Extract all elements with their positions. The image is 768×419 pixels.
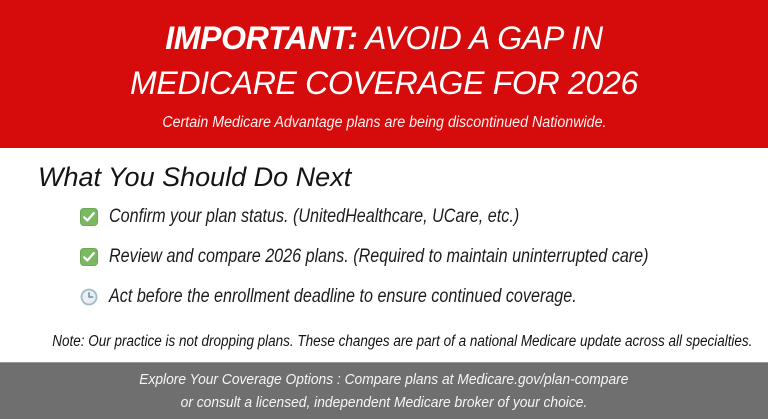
- section-heading: What You Should Do Next: [38, 162, 352, 192]
- banner-title-emphasis: IMPORTANT:: [165, 20, 358, 56]
- list-item-text: Confirm your plan status. (UnitedHealthcare, UCare, etc.): [109, 206, 520, 227]
- action-section: [0, 148, 768, 362]
- alert-banner: [0, 0, 768, 148]
- action-checklist: [0, 205, 768, 309]
- banner-title-line2: MEDICARE COVERAGE FOR 2026: [130, 65, 638, 101]
- list-item-text: Act before the enrollment deadline to ensure continued coverage.: [109, 286, 577, 307]
- list-item: [80, 285, 768, 309]
- practice-note: Note: Our practice is not dropping plans. These changes are part of a national Medicare update across all specialties.: [52, 333, 753, 350]
- footer-line1: Explore Your Coverage Options : Compare plans at Medicare.gov/plan-compare: [139, 371, 629, 388]
- footer-line2: or consult a licensed, independent Medicare broker of your choice.: [180, 394, 588, 411]
- banner-title-rest: AVOID A GAP IN: [365, 20, 603, 56]
- check-icon: [80, 208, 98, 226]
- coverage-options-footer: [0, 362, 768, 419]
- list-item: [80, 205, 768, 229]
- clock-icon: [80, 288, 98, 306]
- banner-title-line1: [0, 16, 768, 61]
- list-item: [80, 245, 768, 269]
- banner-subtitle: Certain Medicare Advantage plans are being discontinued Nationwide.: [161, 114, 607, 131]
- list-item-text: Review and compare 2026 plans. (Required to maintain uninterrupted care): [109, 246, 649, 267]
- check-icon: [80, 248, 98, 266]
